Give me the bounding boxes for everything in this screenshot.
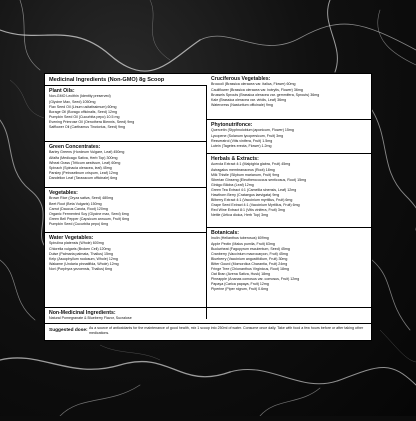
ingredient-item: Cranberry (Vaccinium macrocarpon, Fruit) 45mg [211,251,288,256]
ingredient-item: Bitter Gourd (Momordica Charantia, Fruit) 24mg [211,261,288,266]
ingredient-item: Astragalus membranaceus (Root) 18mg [211,167,275,172]
section-title: Plant Oils: [49,88,75,94]
section-title: Water Vegetables: [49,235,94,241]
suggested-dose-text: As a source of antioxidants for the maintenance of good health, mix 1 scoop into 250ml of water. Consume once daily. Take with food a few hours before or after taking other medications. [89,326,364,335]
ingredient-item: Ginkgo Biloba (Leaf) 12mg [211,182,254,187]
ingredient-item: Pumpkin Seed (Cucurbita pepo) 6mg [49,221,109,226]
ingredient-item: Grape Seed Extract 4:1 (Vaccinium Myrtillus, Fruit) 6mg [211,203,300,208]
ingredient-item: Lycopene (Solanum lycopersicum, Fruit) 3mg [211,133,284,138]
section-title: Non-Medicinal Ingredients: [49,310,116,316]
ingredient-item: Organic Fermented Soy (Glycine max, Seed) 6mg [49,211,129,216]
ingredient-item: Red Wine Extract 8:1 (Vitis vinifera, Fruit) 3mg [211,208,285,213]
ingredient-item: Quercetin (Styphnolobium japonicum, Flower) 15mg [211,128,294,133]
ingredient-item: Beet Root (Beta Vulgaris) 150mg [49,201,102,206]
ingredient-item: Barley Greens (Hordeum Vulgare, Leaf) 450mg [49,150,125,155]
vegetables-section [45,188,206,233]
non-medicinal-text: Natural Pomegranate & Blueberry Flavor, Sucralose [49,316,132,321]
ingredient-item: Piperine (Piper nigrum, Fruit) 0.6mg [211,287,269,292]
section-title: Cruciferous Vegetables: [211,76,271,82]
ingredient-item: Brussels Sprouts (Brassica oleracea var. gemmifera, Sprouts) 36mg [211,92,320,97]
green-concentrates-section [45,142,206,188]
ingredient-item: Safflower Oil (Carthamus Tinctorius, Seed) 9mg [49,124,126,129]
ingredient-item: Milk Thistle (Silybum marianum, Fruit) 9mg [211,172,280,177]
ingredient-item: Buckwheat (Fagopyrum esculentum, Seed) 45mg [211,246,290,251]
panel-title: Medicinal Ingredients (Non-GMO) 8g Scoop [45,74,207,86]
section-title: Vegetables: [49,190,78,196]
ingredient-item: Spirulina platensis (Whole) 600mg [49,241,104,246]
left-column [45,86,207,319]
phytonutrients-section [207,120,372,154]
water-vegetables-section [45,233,206,307]
cruciferous-section [207,74,372,120]
ingredient-item: Kelp (Ascophyllum nodosum, Whole) 12mg [49,256,118,261]
ingredient-item: Borage Oil (Borago officinalis, Seed) 12mg [49,109,118,114]
ingredient-item: Spinach (Spinacia oleracea, leaf) 45mg [49,165,112,170]
suggested-dose-label: Suggested dose: [49,328,88,333]
ingredient-item: Resveratrol (Vitis vinifera, Fruit) 1.5mg [211,138,273,143]
herbals-section [207,154,372,228]
ingredient-item: Blueberry (Vaccinium angustifolium, Fruit) 30mg [211,256,288,261]
ingredient-item: Inulin (Helianthus tuberosus) 609mg [211,236,269,241]
ingredient-item: Dandelion Leaf (Taraxacum officinale) 6mg [49,175,118,180]
ingredient-item: Non-GMO Lecithin (Identity preserved) [49,94,111,99]
suggested-dose-section [45,323,371,340]
ingredient-item: Fringe Tree (Chionanthus Virginicus, Root) 18mg [211,266,290,271]
non-medicinal-section [45,307,371,323]
ingredient-item: Siberian Ginseng (Eleutherococcus senticosus, Root) 15mg [211,177,307,182]
ingredient-item: Cauliflower (Brassica oleracea var. botrytis, Flower) 36mg [211,87,303,92]
section-title: Herbals & Extracts: [211,156,259,162]
ingredient-item: Wheat Grass (Triticum aestivum, Leaf) 60mg [49,160,121,165]
ingredient-item: Chlorella vulgaris (Broken Cell) 120mg [49,246,111,251]
ingredient-item: Nettle (Urtica dioica, Herb Top) 3mg [211,213,269,218]
ingredient-item: Flax Seed Oil (Linum usitatissimum) 60mg [49,104,117,109]
ingredient-item: Wakame (Undaria pinnatifida, Whole) 12mg [49,261,119,266]
ingredient-item: Watercress (Nasturtium officinale) 9mg [211,102,273,107]
ingredient-item: Bilberry Extract 4:1 (Vaccinium myrtillus, Fruit) 6mg [211,198,293,203]
ingredient-item: Parsley (Petroselinum crispum, Leaf) 12mg [49,170,118,175]
ingredient-item: Alfalfa (Medicago Sativa, Herb Top) 300mg [49,155,118,160]
section-title: Green Concentrates: [49,144,101,150]
ingredient-item: Brown Rice (Oryza sativa, Seed) 480mg [49,196,114,201]
ingredient-item: Evening Primrose Oil (Oenothera Biennis, Seed) 9mg [49,119,135,124]
ingredient-item: Green Tea Extract 4:1 (Camellia sinensis, Leaf) 12mg [211,187,297,192]
ingredient-item: Nori (Porphyra yezoensis, Thallus) 6mg [49,266,113,271]
ingredient-item: (Glycine Max, Seed) 1050mg [49,99,96,104]
ingredient-item: Carrot (Daucus Carota, Root) 120mg [49,206,108,211]
section-title: Phytonutrifonce: [211,122,253,128]
ingredient-item: Oat Bran (Avena Sativa, Husk) 18mg [211,272,271,277]
ingredient-item: Apple Pectin (Malus pumila, Fruit) 63mg [211,241,275,246]
botanicals-section [207,228,372,307]
ingredient-item: Dulse (Palmaria palmata, Thallus) 15mg [49,251,114,256]
ingredient-item: Green Bell Pepper (Capsicum annuum, Fruit) 6mg [49,216,130,221]
ingredient-item: Hawthorn Berry (Crataegus laevigata) 9mg [211,192,280,197]
right-column [207,74,372,307]
ingredients-panel [44,73,372,341]
ingredient-item: Broccoli (Brassica oleracea var. italica, Flower) 60mg [211,82,296,87]
ingredient-item: Kale (Brassica oleracea var. viridis, Leaf) 36mg [211,97,287,102]
ingredient-item: Acerola Extract 4:1 (Malpighia glabra, Fruit) 45mg [211,162,291,167]
ingredient-item: Lutein (Tagetes erecta, Flower) 1.2mg [211,143,272,148]
ingredient-item: Papaya (Carica papaya, Fruit) 12mg [211,282,269,287]
section-title: Botanicals: [211,230,239,236]
plant-oils-section [45,86,206,142]
ingredient-item: Pumpkin Seed Oil (Cucurbita pepo) 10.5 mg [49,114,120,119]
ingredient-item: Pineapple (Ananas comosus var. comosus, Fruit) 12mg [211,277,300,282]
